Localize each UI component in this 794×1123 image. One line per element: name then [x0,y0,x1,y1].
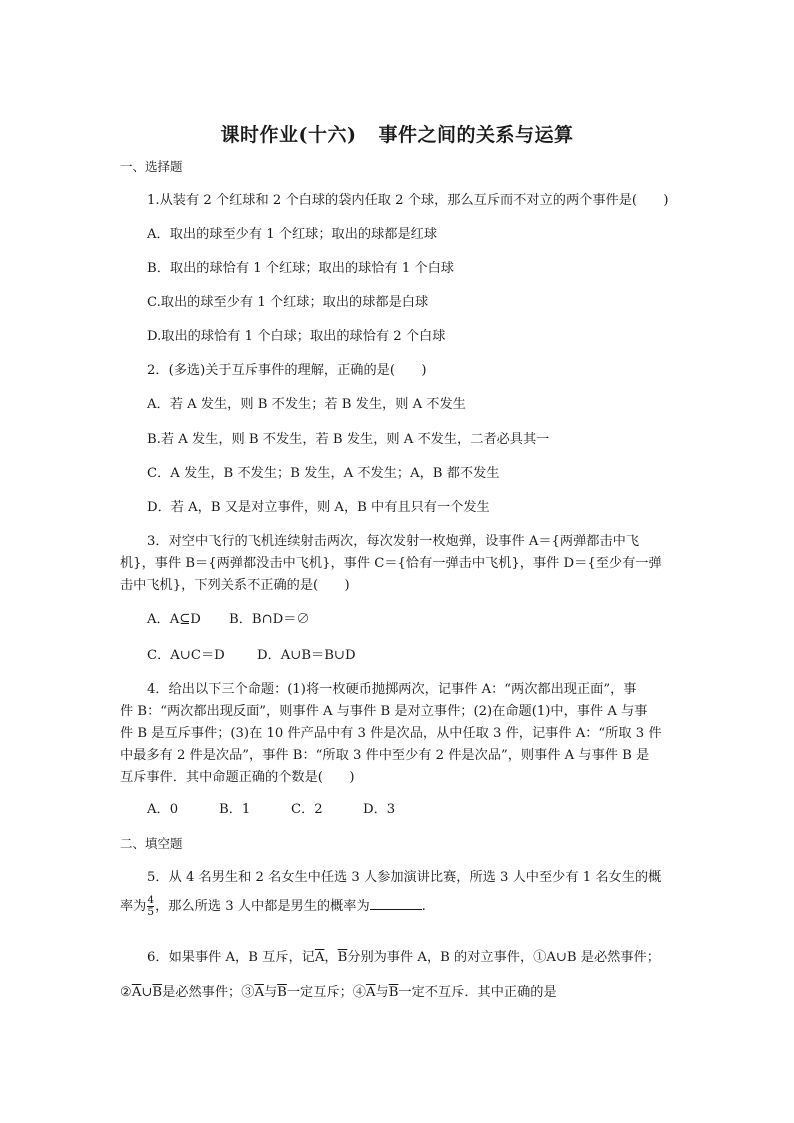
q3-stem-line-2: 机}，事件 B＝{两弹都没击中飞机}，事件 C＝{恰有一弹击中飞机}，事件 D＝{至少有一弹 [120,556,662,571]
q1-option-a: A．取出的球至少有 1 个红球；取出的球都是红球 [147,227,438,242]
q4-option-d: D．3 [363,802,396,817]
q3-options-row-1 [147,610,707,630]
q6-complement-b: $\overline{B}$ [388,985,399,1000]
q5-fraction-denominator: 5 [147,906,155,918]
q6-text-4: 一定互斥；④ [286,985,366,1000]
q6-text-and: 与 [263,985,278,1000]
q4-option-b: B．1 [219,802,251,817]
q3-stem-line-3: 击中飞机}，下列关系不正确的是( ) [120,578,350,593]
q6-complement-a: $\overline{A}$ [131,985,142,1000]
q2-option-d: D．若 A，B 又是对立事件，则 A，B 中有且只有一个发生 [147,500,490,515]
q6-stem-line-2 [120,983,680,1003]
q6-union: ∪ [141,985,153,1000]
title-homework-number: 课时作业(十六) [220,124,357,146]
q2-stem: 2．(多选)关于互斥事件的理解，正确的是( ) [147,363,427,378]
q5-fraction-numerator: 4 [147,894,155,906]
section-heading-choice: 一、选择题 [120,159,183,174]
title-topic: 事件之间的关系与运算 [378,124,574,146]
q1-option-c: C.取出的球至少有 1 个红球；取出的球都是白球 [147,295,429,310]
q5-end: . [421,899,426,914]
q6-comma: ， [324,950,338,965]
q5-answer-blank[interactable] [370,895,422,910]
q3-option-a: A．A⊆D [147,612,201,627]
q4-stem-line-1: 4．给出以下三个命题：(1)将一枚硬币抛掷两次，记事件 A：“两次都出现正面”，事 [147,682,637,697]
q2-option-a: A．若 A 发生，则 B 不发生；若 B 发生，则 A 不发生 [147,397,466,412]
q4-stem-line-2: 件 B：“两次都出现反面”，则事件 A 与事件 B 是对立事件；(2)在命题(1)中，事件 A 与事 [120,704,648,719]
q2-option-c: C．A 发生，B 不发生；B 发生，A 不发生；A，B 都不发生 [147,466,500,481]
q6-text-3: 是必然事件；③ [162,985,255,1000]
q2-option-b: B.若 A 发生，则 B 不发生，若 B 发生，则 A 不发生，二者必具其一 [147,432,550,447]
q5-suffix: ，那么所选 3 人中都是男生的概率为 [155,899,370,914]
q6-text-2: 分别为事件 A，B 的对立事件，①A∪B 是必然事件； [347,950,660,965]
page-title [0,120,794,147]
q3-option-d: D．A∪B＝B∪D [257,648,356,663]
q3-option-c: C．A∪C＝D [147,648,225,663]
q6-text-1: 6．如果事件 A，B 互斥，记 [147,950,315,965]
q4-stem-line-3: 件 B 是互斥事件；(3)在 10 件产品中有 3 件是次品，从中任取 3 件，记事件 A：“所取 3 件 [120,726,662,741]
q4-option-c: C．2 [291,802,323,817]
q6-complement-a: $\overline{A}$ [365,985,376,1000]
q1-option-d: D.取出的球恰有 1 个白球；取出的球恰有 2 个白球 [147,329,446,344]
q6-text-5: 一定不互斥．其中正确的是 [398,985,557,1000]
q4-option-a: A．0 [147,802,179,817]
q6-complement-b: $\overline{B}$ [152,985,163,1000]
q3-stem-line-1: 3．对空中飞行的飞机连续射击两次，每次发射一枚炮弹，设事件 A＝{两弹都击中飞 [147,534,640,549]
q1-stem: 1.从装有 2 个红球和 2 个白球的袋内任取 2 个球，那么互斥而不对立的两个事件是( ) [147,193,669,208]
q6-complement-a: $\overline{A}$ [314,950,325,965]
q4-stem-line-5: 互斥事件．其中命题正确的个数是( ) [120,770,355,785]
q6-complement-b: $\overline{B}$ [277,985,287,1000]
q5-prefix: 率为 [120,899,147,914]
q5-fraction [147,895,154,918]
q6-complement-a: $\overline{A}$ [254,985,264,1000]
q6-mark-2: ② [120,985,132,1000]
q5-stem-line-2 [120,893,680,921]
section-heading-fill: 二、填空题 [120,836,183,851]
q1-option-b: B．取出的球恰有 1 个红球；取出的球恰有 1 个白球 [147,261,454,276]
q6-stem-line-1 [147,948,707,968]
q3-options-row-2 [147,646,707,666]
q3-option-b: B．B∩D＝∅ [229,612,310,627]
q6-text-and: 与 [375,985,389,1000]
q6-complement-b: $\overline{B}$ [337,950,348,965]
q5-stem-line-1: 5．从 4 名男生和 2 名女生中任选 3 人参加演讲比赛，所选 3 人中至少有 1 名女生的概 [147,870,662,885]
q4-stem-line-4: 中最多有 2 件是次品”，事件 B：“所取 3 件中至少有 2 件是次品”，则事件 A 与事件 B 是 [120,748,650,763]
q4-options-row [147,800,707,820]
